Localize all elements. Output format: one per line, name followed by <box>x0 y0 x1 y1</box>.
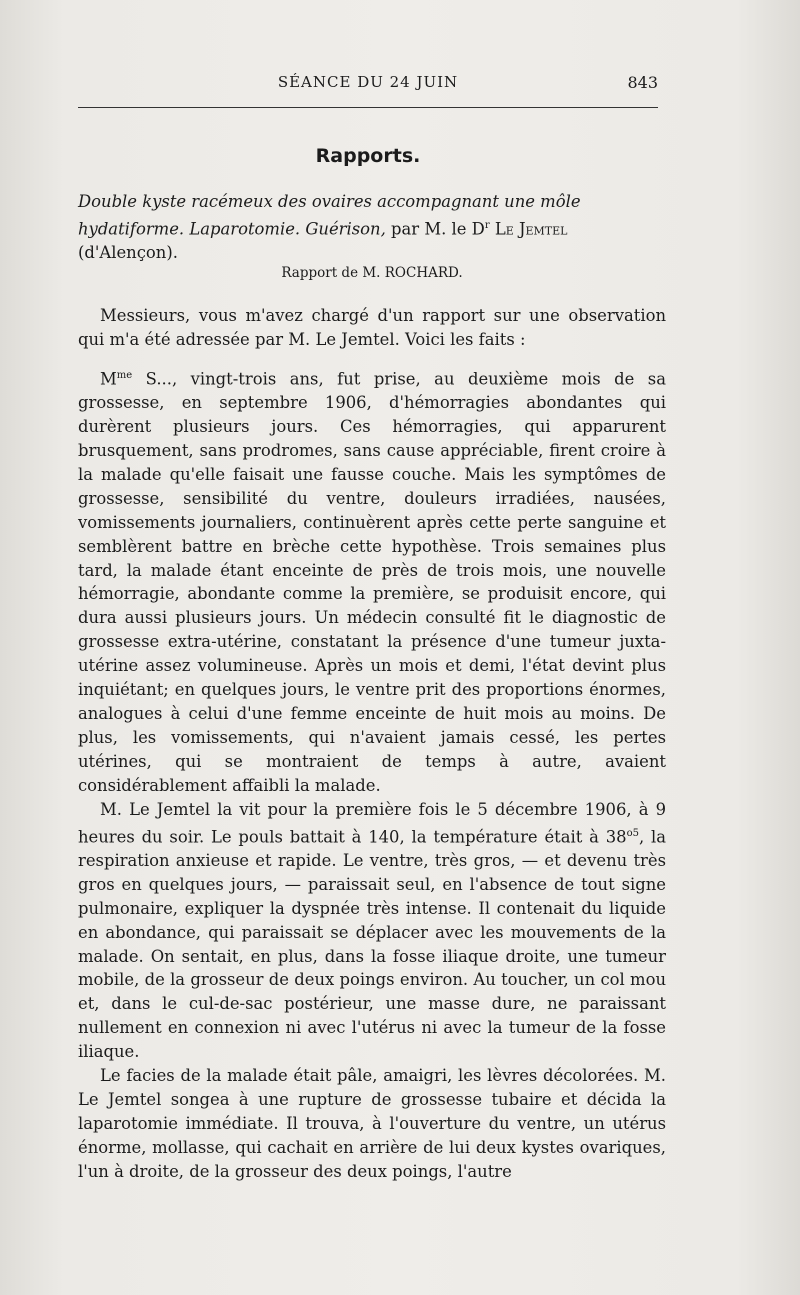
article-title-italic: Double kyste racémeux des ovaires accompagnant une môle hydatiforme. Laparotomie. Guérison, <box>78 192 581 239</box>
paragraph-text: S..., vingt-trois ans, fut prise, au deuxième mois de sa grossesse, en septembre 1906, d'hémorragies abondantes qui durèrent plusieurs jours. Ces hémorragies, qui apparurent brusquement, sans prodromes, sans cause appréciable, firent croire à la malade qu'elle faisait une fausse couche. Mais les symptômes de grossesse, sensibilité du ventre, douleurs irradiées, nausées, vomissements journaliers, continuèrent après cette perte sanguine et semblèrent battre en brèche cette hypothèse. Trois semaines plus tard, la malade étant enceinte de près de trois mois, une nouvelle hémorragie, abondante comme la première, se produisit encore, qui dura aussi plusieurs jours. Un médecin consulté fit le diagnostic de grossesse extra-utérine, constatant la présence d'une tumeur juxta-utérine assez volumineuse. Après un mois et demi, l'état devint plus inquiétant; en quelques jours, le ventre prit des proportions énormes, analogues à celui d'une femme enceinte de huit mois au moins. De plus, les vomissements, qui n'avaient jamais cessé, les pertes utérines, qui se montraient de temps à autre, avaient considérablement affaibli la malade. <box>78 369 666 795</box>
page-number: 843 <box>627 73 658 92</box>
article-title-dr-sup: r <box>484 219 490 231</box>
article-place: (d'Alençon). <box>78 243 178 263</box>
running-title: SÉANCE DU 24 JUIN <box>277 73 459 91</box>
article-title-par: par M. le D <box>385 219 485 239</box>
paragraph <box>78 798 666 1064</box>
running-header <box>78 73 658 97</box>
temperature-sup: o5 <box>626 827 639 839</box>
header-rule <box>78 107 658 108</box>
paragraph-text-a: M. Le Jemtel la vit pour la première fois le 5 décembre 1906, à 9 heures du soir. Le pouls battait à 140, la température était à 38 <box>78 799 666 846</box>
report-byline: Rapport de M. ROCHARD. <box>281 265 463 281</box>
paragraph <box>78 364 666 798</box>
body-text <box>78 304 666 1184</box>
paragraph: Messieurs, vous m'avez chargé d'un rapport sur une observation qui m'a été adressée par M. Le Jemtel. Voici les faits : <box>78 306 666 349</box>
article-author: Le Jemtel <box>489 219 568 239</box>
paragraph-me-sup: me <box>116 369 133 381</box>
article-title <box>78 190 666 265</box>
paragraph-text-b: , la respiration anxieuse et rapide. Le ventre, très gros, — et devenu très gros en quelques jours, — paraissait seul, en l'absence de tout signe pulmonaire, expliquer la dyspnée très intense. Il contenait du liquide en abondance, qui paraissait se déplacer avec les mouvements de la malade. On sentait, en plus, dans la fosse iliaque droite, une tumeur mobile, de la grosseur de deux poings environ. Au toucher, un col mou et, dans le cul-de-sac postérieur, une masse dure, ne paraissant nullement en connexion ni avec l'utérus ni avec la tumeur de la fosse iliaque. <box>78 826 667 1062</box>
paragraph: Le facies de la malade était pâle, amaigri, les lèvres décolorées. M. Le Jemtel songea à une rupture de grossesse tubaire et décida la laparotomie immédiate. Il trouva, à l'ouverture du ventre, un utérus énorme, mollasse, qui cachait en arrière de lui deux kystes ovariques, l'un à droite, de la grosseur des deux poings, l'autre <box>78 1066 666 1181</box>
paragraph-m: M <box>100 369 117 389</box>
section-title: Rapports. <box>315 145 421 167</box>
